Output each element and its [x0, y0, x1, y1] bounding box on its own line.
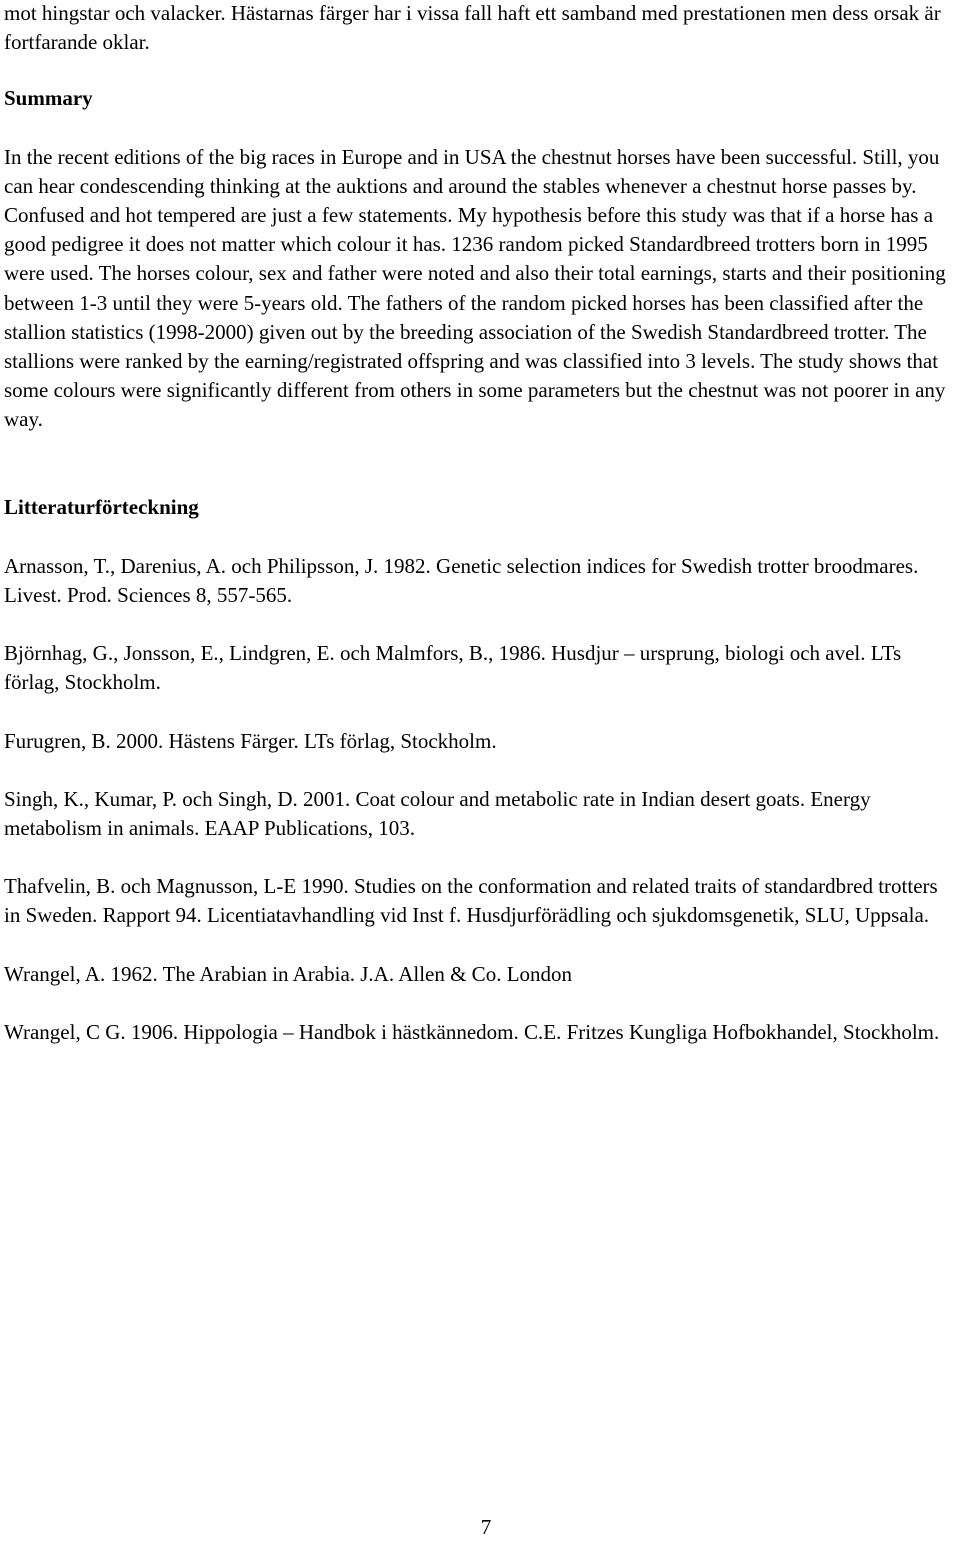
summary-paragraph: In the recent editions of the big races in Europe and in USA the chestnut horses have been successful. Still, you can hear condescending thinking at the auktions and around the stables whenever a chestnut horse passes by. Confused and hot tempered are just a few statements. My hypothesis before this study was that if a horse has a good pedigree it does not matter which colour it has. 1236 random picked Standardbreed trotters born in 1995 were used. The horses colour, sex and father were noted and also their total earnings, starts and their positioning between 1-3 until they were 5-years old. The fathers of the random picked horses has been classified after the stallion statistics (1998-2000) given out by the breeding association of the Swedish Standardbreed trotter. The stallions were ranked by the earning/registrated offspring and was classified into 3 levels. The study shows that some colours were significantly different from others in some parameters but the chestnut was not poorer in any way. [4, 144, 946, 432]
reference-item: Arnasson, T., Darenius, A. och Philipsson, J. 1982. Genetic selection indices for Swedish trotter broodmares. Livest. Prod. Sciences 8, 557-565. [4, 553, 919, 608]
reference-item: Wrangel, A. 1962. The Arabian in Arabia. J.A. Allen & Co. London [4, 961, 573, 986]
reference-list [4, 552, 954, 1047]
page-number: 7 [480, 1515, 492, 1539]
reference-item: Wrangel, C G. 1906. Hippologia – Handbok i hästkännedom. C.E. Fritzes Kungliga Hofbokhandel, Stockholm. [4, 1019, 940, 1044]
reference-item: Furugren, B. 2000. Hästens Färger. LTs förlag, Stockholm. [4, 728, 497, 753]
intro-paragraph-continuation: mot hingstar och valacker. Hästarnas färger har i vissa fall haft ett samband med prestationen men dess orsak är fortfarande oklar. [4, 1, 941, 55]
document-page [4, 0, 954, 1076]
references-heading: Litteraturförteckning [4, 494, 199, 519]
reference-item: Thafvelin, B. och Magnusson, L-E 1990. Studies on the conformation and related traits of standardbred trotters in Sweden. Rapport 94. Licentiatavhandling vid Inst f. Husdjurförädling och sjukdomsgenetik, SLU, Uppsala. [4, 874, 938, 928]
reference-item: Singh, K., Kumar, P. och Singh, D. 2001. Coat colour and metabolic rate in Indian desert goats. Energy metabolism in animals. EAAP Publications, 103. [4, 786, 871, 841]
reference-item: Björnhag, G., Jonsson, E., Lindgren, E. och Malmfors, B., 1986. Husdjur – ursprung, biologi och avel. LTs förlag, Stockholm. [4, 641, 902, 695]
summary-heading: Summary [4, 86, 93, 111]
